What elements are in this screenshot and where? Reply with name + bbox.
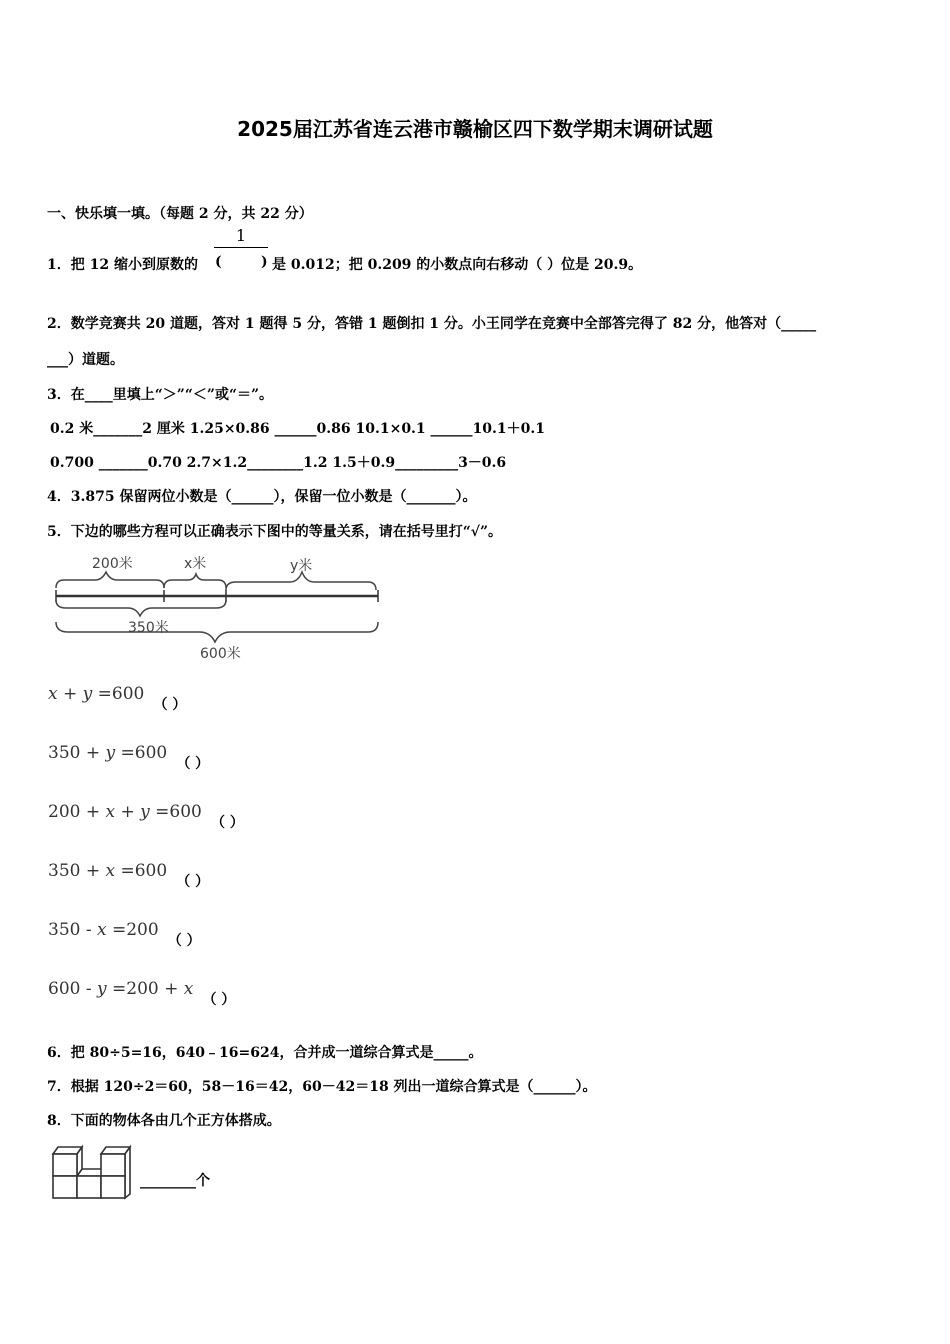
fraction-numerator: 1 — [235, 226, 247, 245]
brace-600 — [56, 622, 378, 642]
label-600: 600米 — [200, 646, 241, 662]
question-5-heading: 5．下边的哪些方程可以正确表示下图中的等量关系，请在括号里打“√”。 — [47, 524, 503, 540]
answer-paren-5[interactable]: （ ） — [167, 933, 201, 949]
label-y: y米 — [290, 558, 313, 574]
answer-paren-3[interactable]: （ ） — [210, 815, 244, 831]
brace-y — [226, 572, 376, 590]
brace-x — [164, 574, 226, 588]
answer-paren-4[interactable]: （ ） — [176, 874, 210, 890]
fraction-paren-left: ( — [215, 254, 222, 270]
cube-front-3 — [77, 1176, 101, 1198]
cube-stack-figure — [50, 1142, 136, 1202]
segment-diagram — [50, 550, 390, 665]
label-x: x米 — [184, 556, 207, 572]
question-2-line1: 2．数学竞赛共 20 道题，答对 1 题得 5 分，答错 1 题倒扣 1 分。小王同学在竞赛中全部答完得了 82 分，他答对（_____ — [47, 316, 817, 332]
equation-option-2: 350 + y =600 （ ） — [48, 743, 210, 772]
label-350: 350米 — [128, 620, 169, 636]
equation-option-4: 350 + x =600 （ ） — [48, 861, 210, 890]
answer-paren-1[interactable]: （ ） — [153, 697, 187, 713]
question-4: 4．3.875 保留两位小数是（______），保留一位小数是（_______）。 — [47, 489, 477, 505]
brace-350 — [56, 600, 226, 616]
fraction-paren-right: ) — [261, 254, 268, 270]
question-8-heading: 8．下面的物体各由几个正方体搭成。 — [47, 1113, 281, 1129]
label-200: 200米 — [92, 556, 133, 572]
answer-paren-2[interactable]: （ ） — [176, 756, 210, 772]
fraction-bar — [214, 247, 268, 248]
question-3-row2: 0.700 _______0.70 2.7×1.2________1.2 1.5＋0.9_________3－0.6 — [50, 455, 507, 471]
equation-option-3: 200 + x + y =600 （ ） — [48, 802, 244, 831]
section-heading: 一、快乐填一填。（每题 2 分，共 22 分） — [47, 206, 313, 222]
equation-option-6: 600 - y =200 + x （ ） — [48, 979, 236, 1008]
fraction-blank[interactable] — [214, 226, 268, 248]
question-1-before: 1．把 12 缩小到原数的 — [47, 257, 198, 273]
question-2-line2: ___）道题。 — [47, 352, 124, 368]
cube-front-5 — [101, 1176, 125, 1198]
question-7: 7．根据 120÷2＝60，58－16＝42，60－42＝18 列出一道综合算式是（______）。 — [47, 1079, 597, 1095]
cube-front-2 — [53, 1176, 77, 1198]
question-8-answer-blank[interactable]: ________个 — [140, 1173, 210, 1189]
equation-option-1: x + y =600 （ ） — [48, 684, 187, 713]
page-title: 2025届江苏省连云港市赣榆区四下数学期末调研试题 — [237, 117, 713, 141]
brace-200 — [56, 572, 164, 588]
question-1-after: 是 0.012；把 0.209 的小数点向右移动（ ）位是 20.9。 — [272, 257, 643, 273]
answer-paren-6[interactable]: （ ） — [202, 992, 236, 1008]
cube-front-4 — [101, 1154, 125, 1176]
question-6: 6．把 80÷5=16，640﹣16=624，合并成一道综合算式是_____。 — [47, 1045, 483, 1061]
question-3-heading: 3．在____里填上“＞”“＜”或“＝”。 — [47, 387, 274, 403]
question-3-row1: 0.2 米_______2 厘米 1.25×0.86 ______0.86 10.1×0.1 ______10.1＋0.1 — [50, 421, 546, 437]
equation-option-5: 350 - x =200 （ ） — [48, 920, 201, 949]
cube-front-1 — [53, 1154, 77, 1176]
